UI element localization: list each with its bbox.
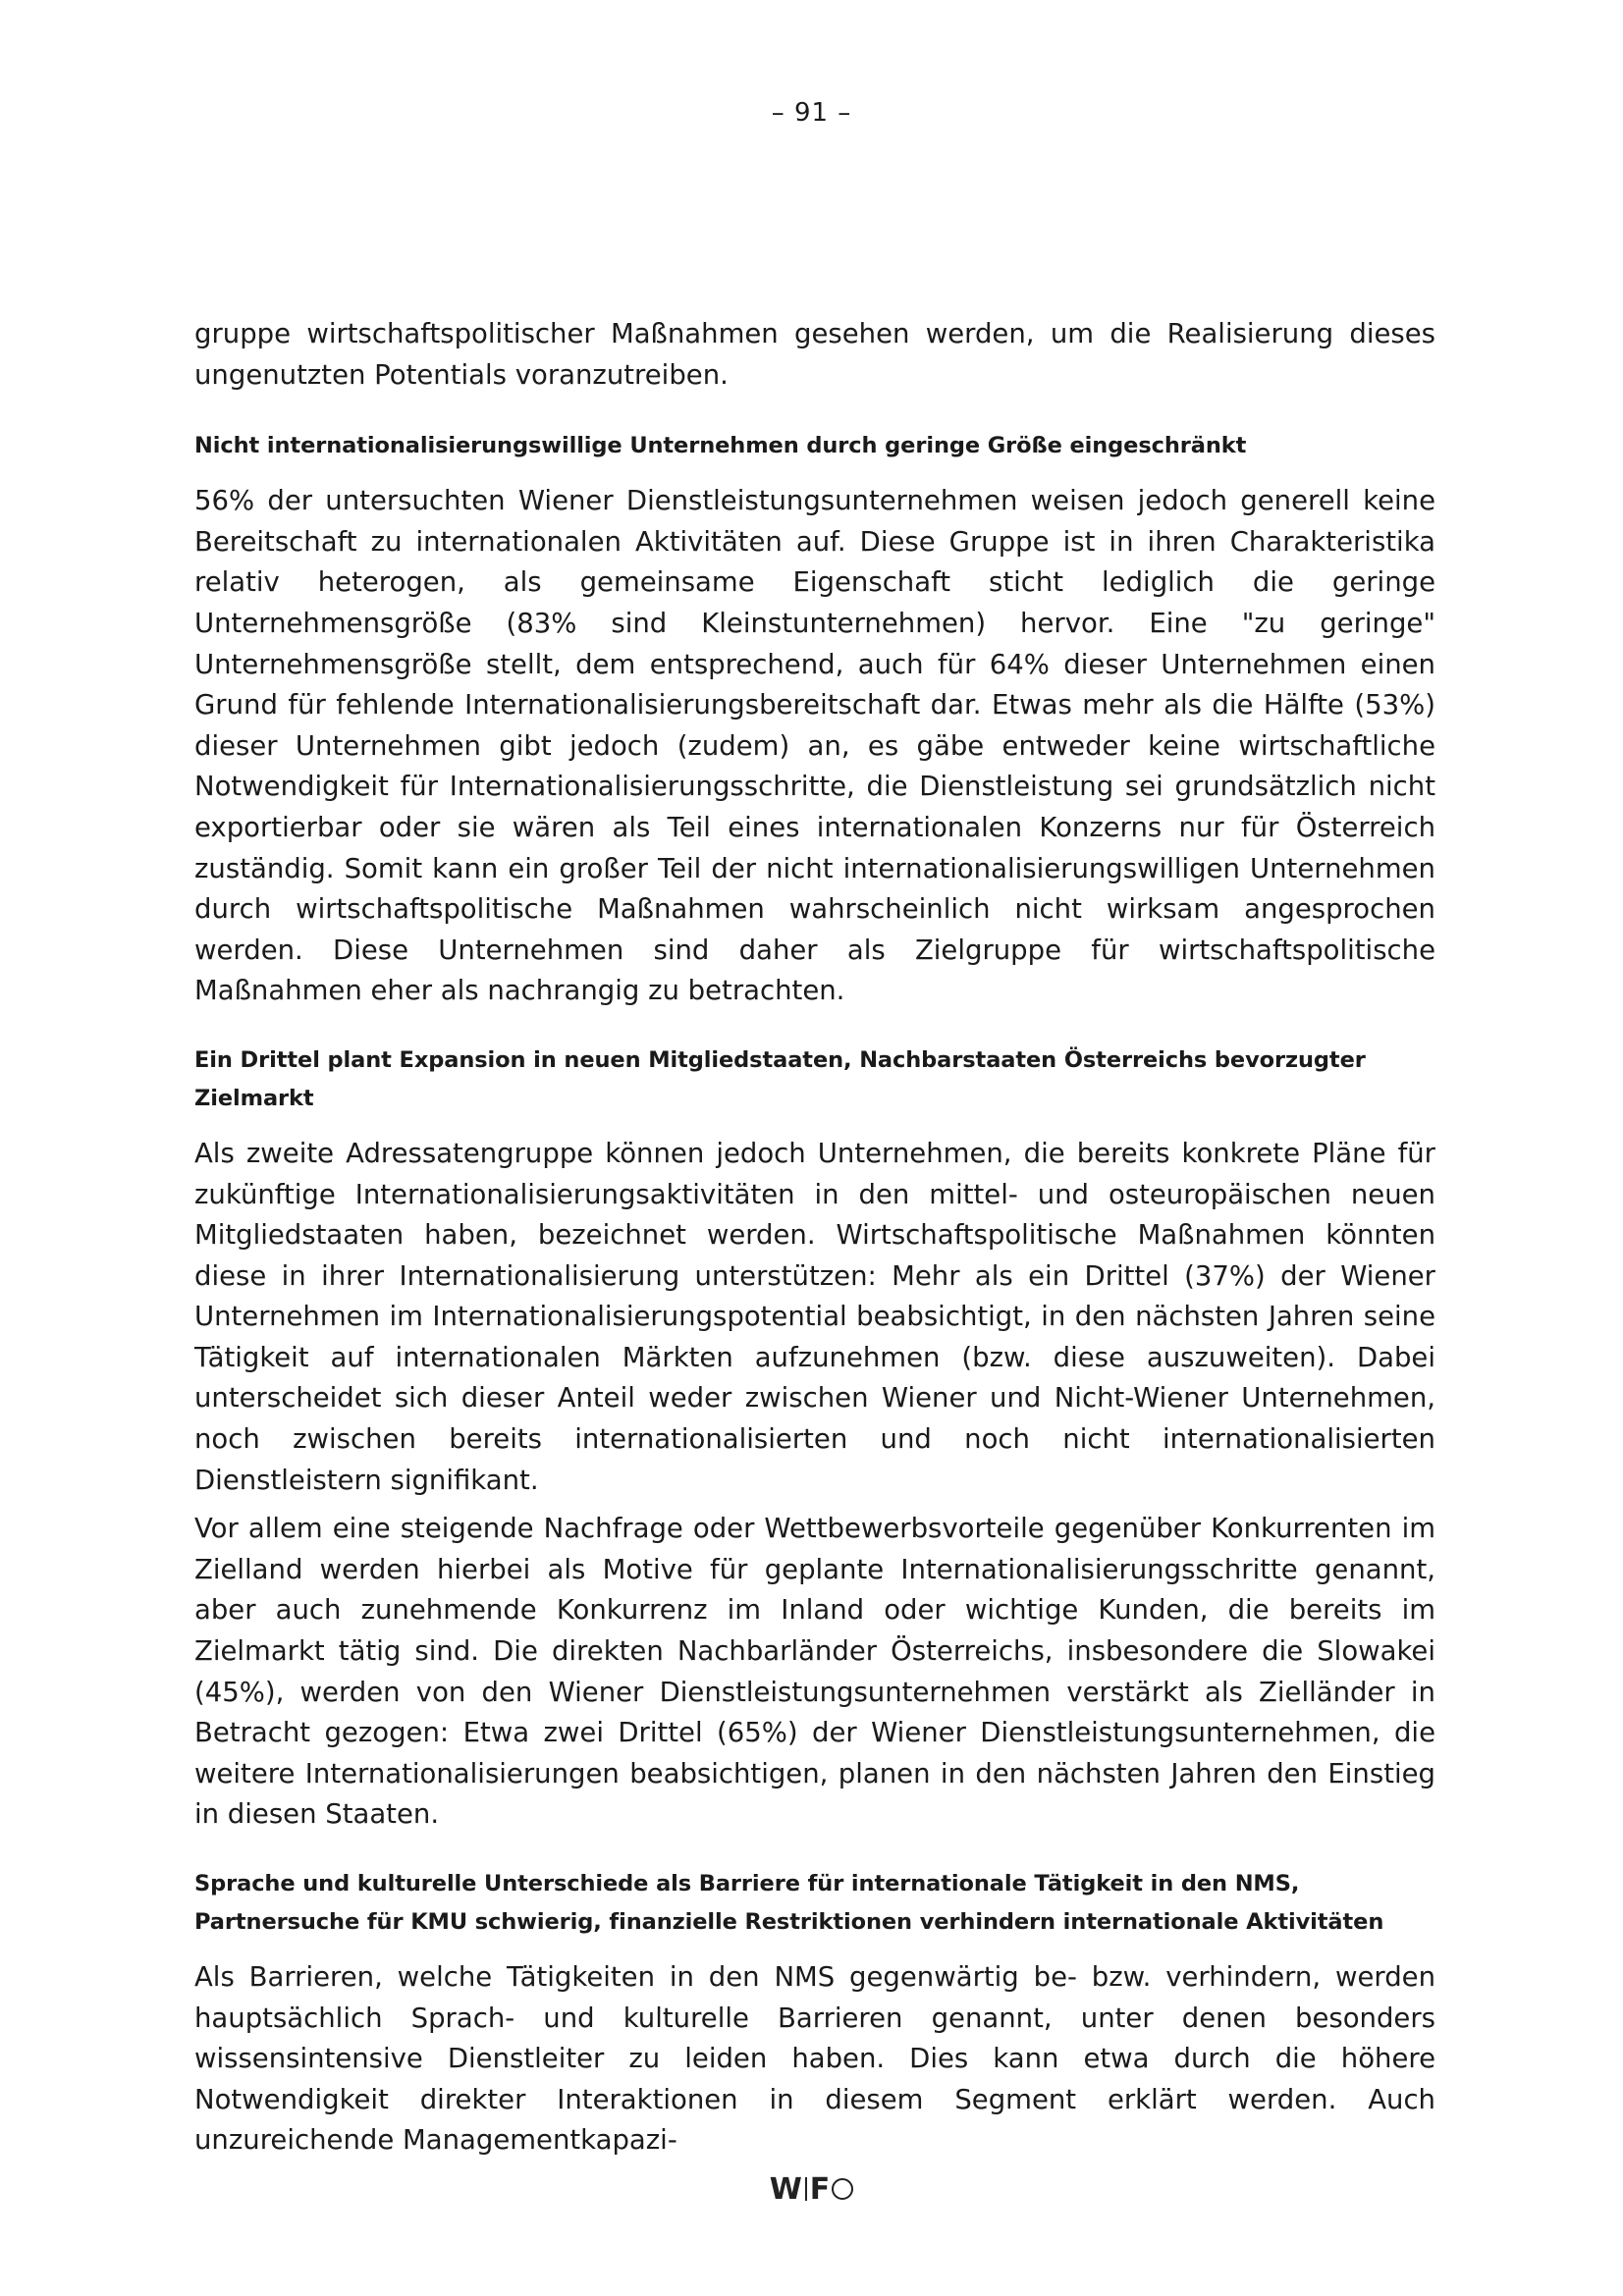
paragraph-continuation: gruppe wirtschaftspolitischer Maßnahmen gesehen werden, um die Realisierung dieses ungenutzten Potentials voranzutreiben. — [194, 318, 1435, 391]
wifo-logo — [0, 2172, 1623, 2207]
section-heading-non-willing-firms: Nicht internationalisierungswillige Unternehmen durch geringe Größe eingeschränkt — [194, 433, 1247, 459]
wifo-logo-f: F — [809, 2172, 831, 2207]
page-number: – 91 – — [771, 98, 852, 128]
section-heading-barriers: Sprache und kulturelle Unterschiede als Barriere für internationale Tätigkeit in den NMS, Partnersuche für KMU schwierig, finanzielle Restriktionen verhindern internationale Aktivitäten — [194, 1871, 1384, 1935]
wifo-logo-o-circle — [832, 2178, 853, 2200]
paragraph-barriers: Als Barrieren, welche Tätigkeiten in den NMS gegenwärtig be- bzw. verhindern, werden hauptsächlich Sprach- und kulturelle Barrieren genannt, unter denen besonders wissensintensive Dienstleiter zu leiden haben. Dies kann etwa durch die höhere Notwendigkeit direkter Interaktionen in diesem Segment erklärt werden. Auch unzureichende Managementkapazi- — [194, 1961, 1435, 2157]
wifo-logo-bar — [805, 2177, 807, 2201]
wifo-logo-w: W — [769, 2172, 802, 2207]
document-body — [194, 314, 1435, 2169]
paragraph-expansion-plans: Als zweite Adressatengruppe können jedoch Unternehmen, die bereits konkrete Pläne für zukünftige Internationalisierungsaktivitäten in den mittel- und osteuropäischen neuen Mitgliedstaaten haben, bezeichnet werden. Wirtschaftspolitische Maßnahmen könnten diese in ihrer Internationalisierung unterstützen: Mehr als ein Drittel (37%) der Wiener Unternehmen im Internationalisierungspotential beabsichtigt, in den nächsten Jahren seine Tätigkeit auf internationalen Märkten aufzunehmen (bzw. diese auszuweiten). Dabei unterscheidet sich dieser Anteil weder zwischen Wiener und Nicht-Wiener Unternehmen, noch zwischen bereits internationalisierten und noch nicht internationalisierten Dienstleistern signifikant. — [194, 1137, 1435, 1496]
paragraph-motives-target-markets: Vor allem eine steigende Nachfrage oder Wettbewerbsvorteile gegenüber Konkurrenten im Zielland werden hierbei als Motive für geplante Internationalisierungsschritte genannt, aber auch zunehmende Konkurrenz im Inland oder wichtige Kunden, die bereits im Zielmarkt tätig sind. Die direkten Nachbarländer Österreichs, insbesondere die Slowakei (45%), werden von den Wiener Dienstleistungsunternehmen verstärkt als Zielländer in Betracht gezogen: Etwa zwei Drittel (65%) der Wiener Dienstleistungsunternehmen, die weitere Internationalisierungen beabsichtigen, planen in den nächsten Jahren den Einstieg in diesen Staaten. — [194, 1513, 1435, 1831]
section-heading-expansion-plans: Ein Drittel plant Expansion in neuen Mitgliedstaaten, Nachbarstaaten Österreichs bevorzugter Zielmarkt — [194, 1046, 1366, 1111]
paragraph-non-willing-firms: 56% der untersuchten Wiener Dienstleistungsunternehmen weisen jedoch generell keine Bereitschaft zu internationalen Aktivitäten auf. Diese Gruppe ist in ihren Charakteristika relativ heterogen, als gemeinsame Eigenschaft sticht lediglich die geringe Unternehmensgröße (83% sind Kleinstunternehmen) hervor. Eine "zu geringe" Unternehmensgröße stellt, dem entsprechend, auch für 64% dieser Unternehmen einen Grund für fehlende Internationalisierungsbereitschaft dar. Etwas mehr als die Hälfte (53%) dieser Unternehmen gibt jedoch (zudem) an, es gäbe entweder keine wirtschaftliche Notwendigkeit für Internationalisierungsschritte, die Dienstleistung sei grundsätzlich nicht exportierbar oder sie wären als Teil eines internationalen Konzerns nur für Österreich zuständig. Somit kann ein großer Teil der nicht internationalisierungswilligen Unternehmen durch wirtschaftspolitische Maßnahmen wahrscheinlich nicht wirksam angesprochen werden. Diese Unternehmen sind daher als Zielgruppe für wirtschaftspolitische Maßnahmen eher als nachrangig zu betrachten. — [194, 485, 1435, 1007]
